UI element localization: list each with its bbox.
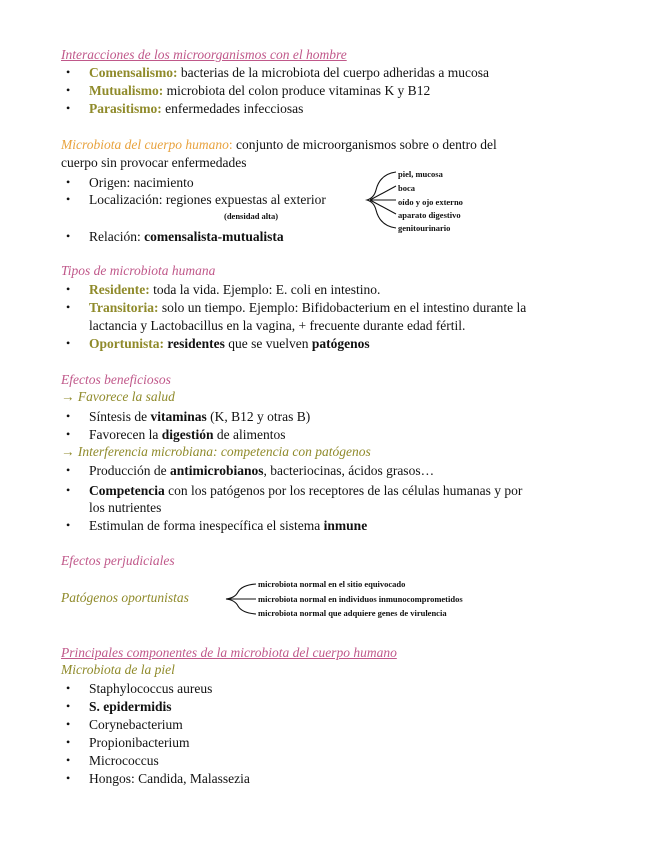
region-bracket	[366, 166, 396, 236]
list-item-parasitismo	[89, 100, 303, 117]
relacion-value: comensalista-mutualista	[144, 229, 284, 244]
text: (K, B12 y otras B)	[206, 409, 311, 424]
text: de alimentos	[213, 427, 286, 442]
desc: bacterias de la microbiota del cuerpo adheridas a mucosa	[177, 65, 489, 80]
subheading-favorece-salud: → Favorece la salud	[61, 389, 175, 404]
bullet: •	[66, 336, 71, 350]
list-item-s-epidermidis: S. epidermidis	[89, 699, 172, 714]
list-item-hongos: Hongos: Candida, Malassezia	[89, 771, 250, 786]
desc: enfermedades infecciosas	[161, 101, 304, 116]
desc: toda la vida. Ejemplo: E. coli en intestino.	[149, 282, 381, 297]
bold-competencia: Competencia	[89, 483, 165, 498]
bullet: •	[66, 717, 71, 731]
region-item: genitourinario	[398, 223, 451, 233]
list-item-comensalismo	[89, 64, 489, 81]
bullet: •	[66, 192, 71, 206]
bullet: •	[66, 65, 71, 79]
bullet: •	[66, 483, 71, 497]
bullet: •	[66, 518, 71, 532]
section-title-beneficiosos: Efectos beneficiosos	[61, 372, 171, 387]
section-title-perjudiciales: Efectos perjudiciales	[61, 553, 175, 568]
term-comensalismo: Comensalismo:	[89, 65, 178, 80]
pathogen-branch: microbiota normal que adquiere genes de virulencia	[258, 608, 447, 618]
subheading-interferencia: → Interferencia microbiana: competencia con patógenos	[61, 444, 371, 459]
text: Síntesis de	[89, 409, 151, 424]
list-item-micrococcus: Micrococcus	[89, 753, 159, 768]
pathogen-branch: microbiota normal en el sitio equivocado	[258, 579, 406, 589]
list-item-sintesis	[89, 408, 310, 425]
bold-inmune: inmune	[323, 518, 368, 533]
list-item-staph-aureus: Staphylococcus aureus	[89, 681, 213, 696]
separator: :	[228, 137, 236, 152]
region-item: oído y ojo externo	[398, 197, 463, 207]
definition-text: conjunto de microorganismos sobre o dentro del	[236, 137, 497, 152]
region-item: boca	[398, 183, 415, 193]
relacion-label: Relación:	[89, 229, 145, 244]
bullet: •	[66, 175, 71, 189]
list-item-oportunista	[89, 335, 370, 352]
bullet: •	[66, 300, 71, 314]
list-item-localizacion: Localización: regiones expuestas al exterior	[89, 192, 326, 207]
desc: microbiota del colon produce vitaminas K y B12	[163, 83, 431, 98]
term-parasitismo: Parasitismo:	[89, 101, 162, 116]
bullet: •	[66, 699, 71, 713]
bullet: •	[66, 83, 71, 97]
bullet: •	[66, 427, 71, 441]
bullet: •	[66, 463, 71, 477]
list-item-produccion	[89, 462, 434, 479]
text: , bacteriocinas, ácidos grasos…	[263, 463, 435, 478]
bold-residentes: residentes	[164, 336, 225, 351]
list-item-inmune	[89, 517, 367, 534]
bullet: •	[66, 229, 71, 243]
bullet: •	[66, 681, 71, 695]
list-item-propionibacterium: Propionibacterium	[89, 735, 190, 750]
bullet: •	[66, 735, 71, 749]
list-item-competencia	[89, 482, 522, 499]
section-title-microbiota: Microbiota del cuerpo humano	[61, 137, 229, 152]
region-item: piel, mucosa	[398, 169, 443, 179]
text: Favorecen la	[89, 427, 162, 442]
bold-digestion: digestión	[161, 427, 214, 442]
desc: que se vuelven	[224, 336, 312, 351]
text: Producción de	[89, 463, 170, 478]
term-residente: Residente:	[89, 282, 150, 297]
transitoria-continuation: lactancia y Lactobacillus en la vagina, + frecuente durante edad fértil.	[89, 318, 466, 333]
list-item-residente	[89, 281, 380, 298]
bullet: •	[66, 771, 71, 785]
list-item-relacion	[89, 228, 284, 245]
section-title-interacciones: Interacciones de los microorganismos con el hombre	[61, 47, 347, 62]
desc: solo un tiempo. Ejemplo: Bifidobacterium en el intestino durante la	[158, 300, 527, 315]
bullet: •	[66, 101, 71, 115]
list-item-origen: Origen: nacimiento	[89, 175, 194, 190]
bold-vitaminas: vitaminas	[150, 409, 207, 424]
term-oportunista: Oportunista:	[89, 336, 165, 351]
section-title-tipos: Tipos de microbiota humana	[61, 263, 216, 278]
density-note: (densidad alta)	[224, 211, 279, 221]
list-item-corynebacterium: Corynebacterium	[89, 717, 183, 732]
bullet: •	[66, 753, 71, 767]
list-item-digestion	[89, 426, 285, 443]
pathogen-bracket	[224, 582, 256, 616]
text: Estimulan de forma inespecífica el sistema	[89, 518, 324, 533]
list-item-mutualismo	[89, 82, 430, 99]
region-item: aparato digestivo	[398, 210, 461, 220]
bullet: •	[66, 409, 71, 423]
text: con los patógenos por los receptores de las células humanas y por	[164, 483, 523, 498]
microbiota-definition-line	[61, 136, 497, 153]
label-patogenos-oportunistas: Patógenos oportunistas	[61, 590, 189, 605]
list-item-transitoria	[89, 299, 526, 316]
bold-antimicrobianos: antimicrobianos	[169, 463, 264, 478]
term-mutualismo: Mutualismo:	[89, 83, 164, 98]
section-title-componentes: Principales componentes de la microbiota del cuerpo humano	[61, 645, 397, 660]
bold-patogenos: patógenos	[311, 336, 370, 351]
subheading-piel: Microbiota de la piel	[61, 662, 175, 677]
bullet: •	[66, 282, 71, 296]
pathogen-branch: microbiota normal en individuos inmunocomprometidos	[258, 594, 463, 604]
competencia-continuation: los nutrientes	[89, 500, 162, 515]
term-transitoria: Transitoria:	[89, 300, 159, 315]
definition-continuation: cuerpo sin provocar enfermedades	[61, 155, 247, 170]
